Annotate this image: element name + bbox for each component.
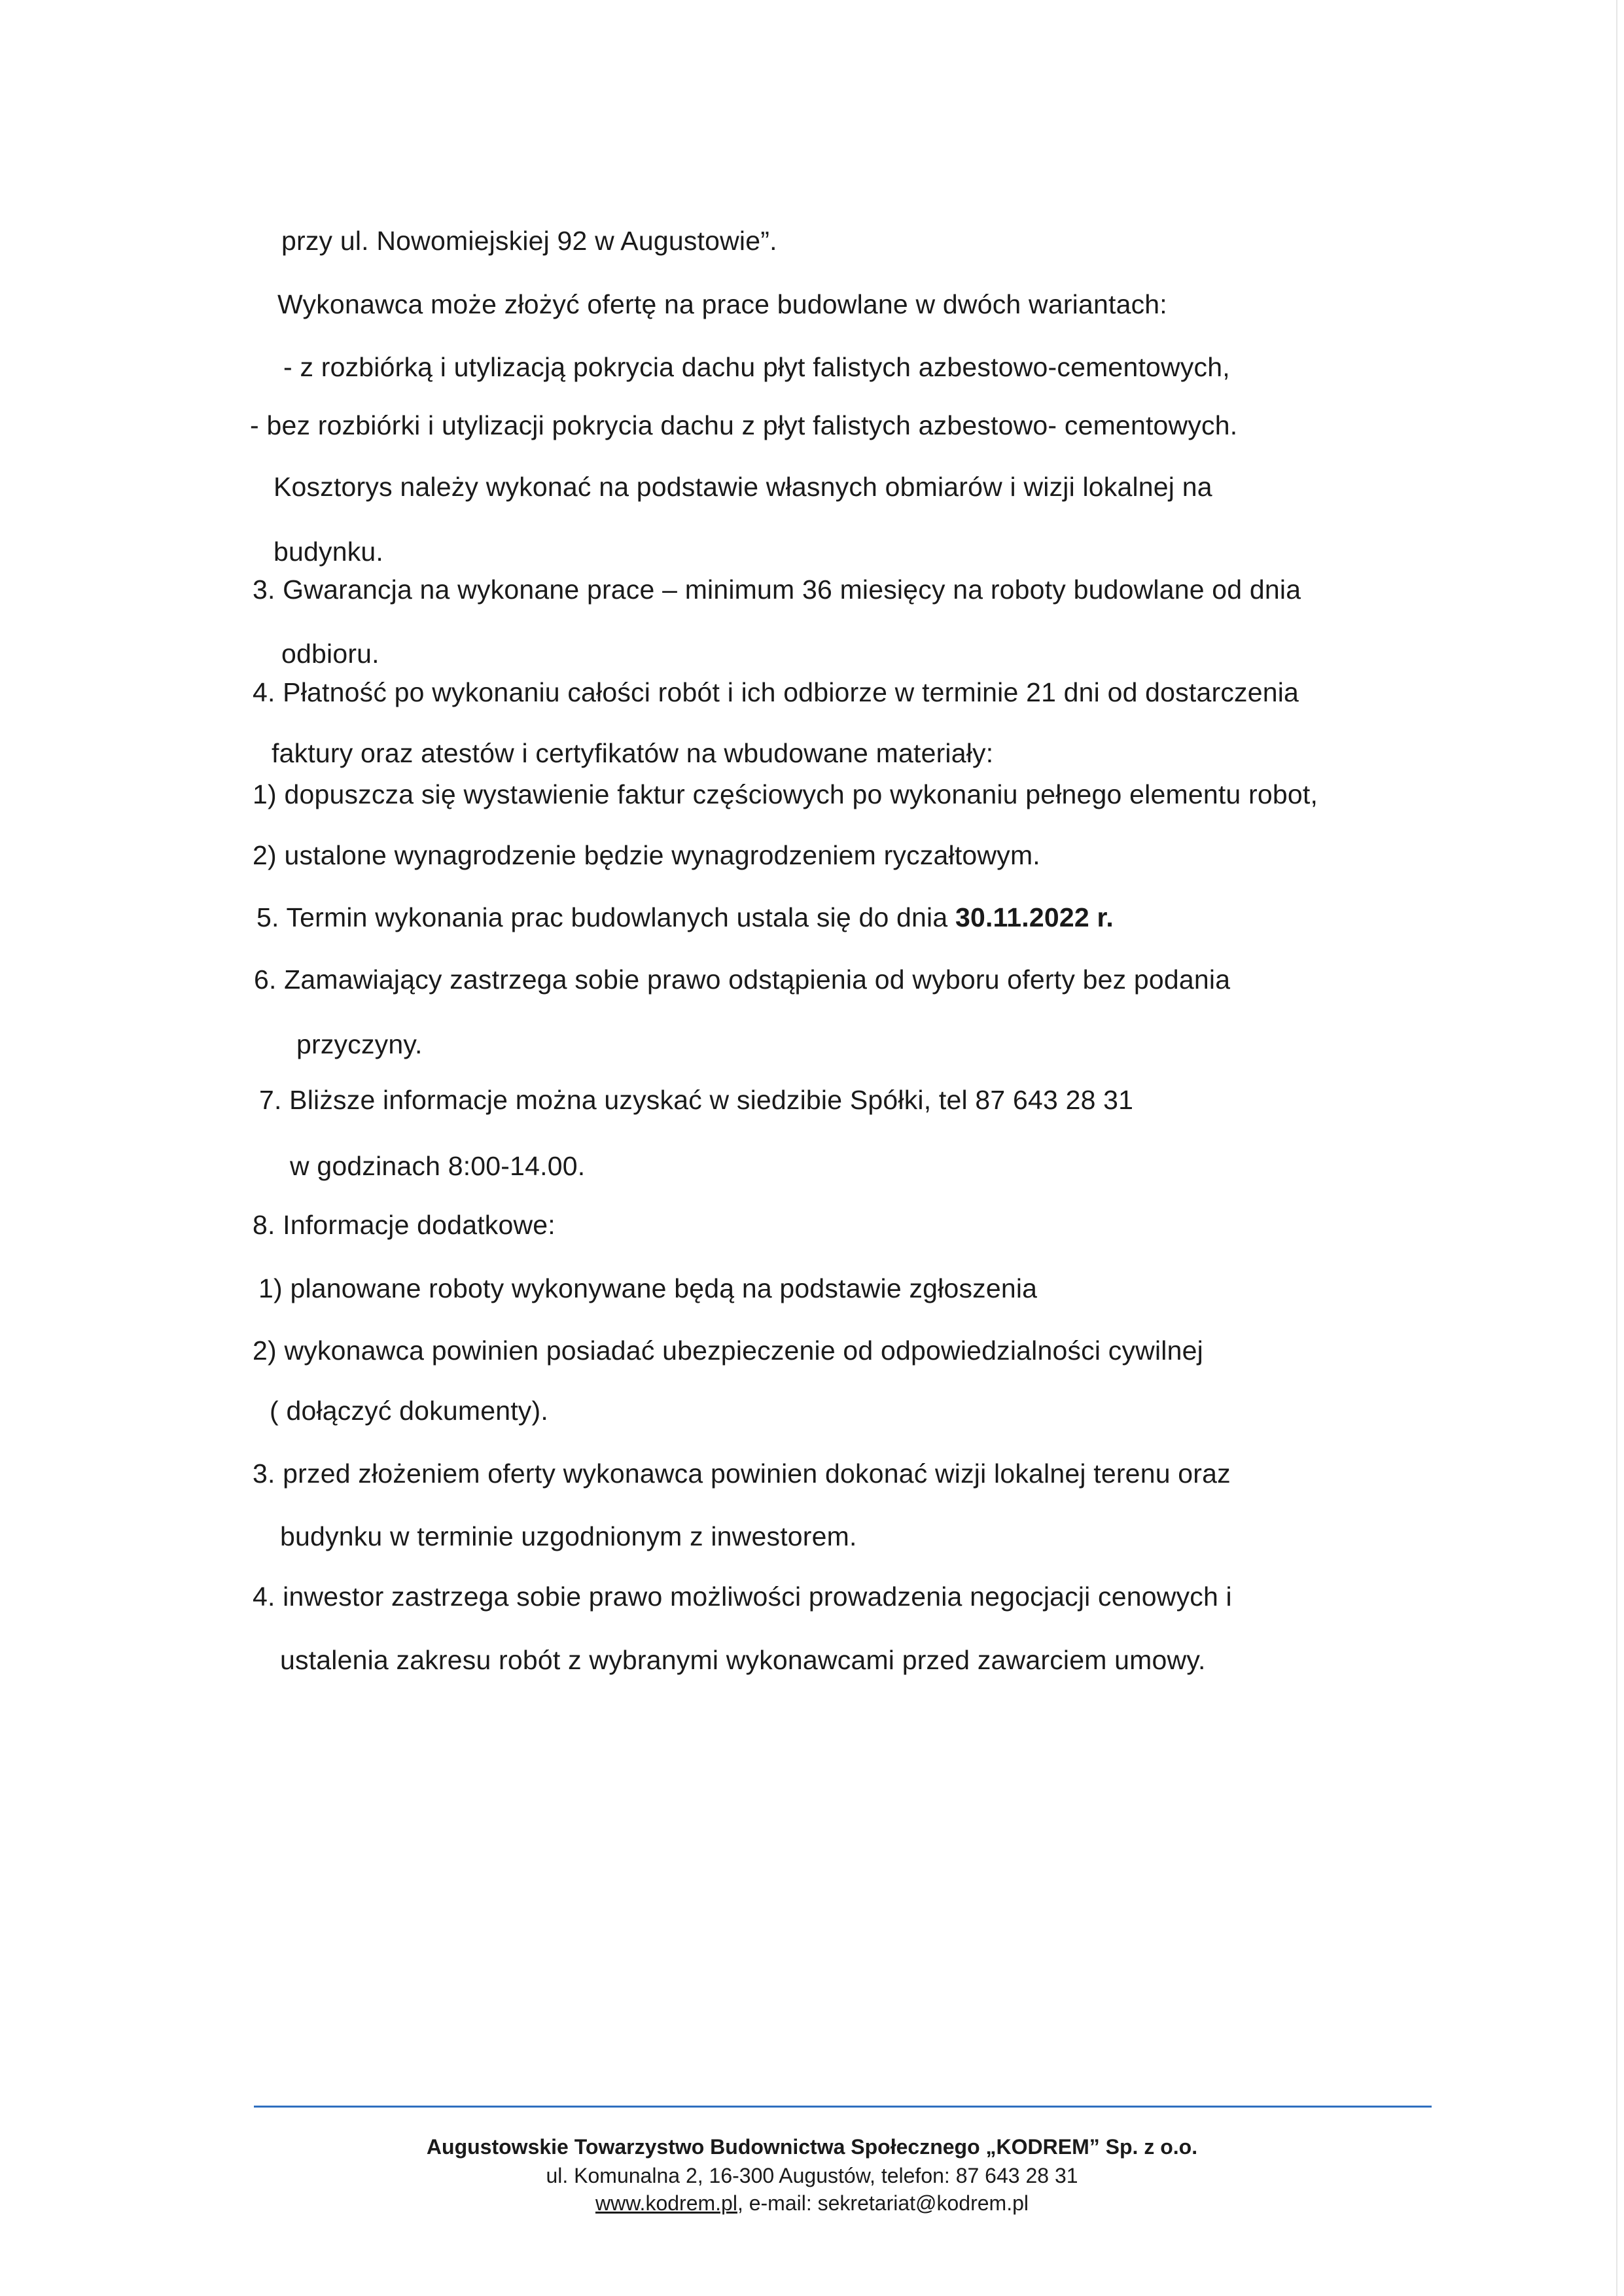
- list-item-8: 8. Informacje dodatkowe:: [253, 1210, 556, 1240]
- email-text: , e-mail: sekretariat@kodrem.pl: [737, 2191, 1029, 2215]
- text-line: odbioru.: [281, 639, 380, 669]
- text-line: budynku w terminie uzgodnionym z inwestorem.: [280, 1521, 857, 1551]
- deadline-text: 5. Termin wykonania prac budowlanych ustala się do dnia: [256, 902, 955, 932]
- text-line: - z rozbiórką i utylizacją pokrycia dachu płyt falistych azbestowo-cementowych,: [283, 352, 1230, 382]
- list-item-7: 7. Bliższe informacje można uzyskać w siedzibie Spółki, tel 87 643 28 31: [259, 1085, 1134, 1115]
- text-line: budynku.: [274, 537, 384, 567]
- list-item-3: 3. Gwarancja na wykonane prace – minimum 36 miesięcy na roboty budowlane od dnia: [253, 574, 1301, 605]
- text-line: Kosztorys należy wykonać na podstawie własnych obmiarów i wizji lokalnej na: [274, 472, 1212, 502]
- sub-item-2: 2) ustalone wynagrodzenie będzie wynagrodzeniem ryczałtowym.: [253, 840, 1040, 870]
- text-line: w godzinach 8:00-14.00.: [290, 1151, 586, 1181]
- list-item-6: 6. Zamawiający zastrzega sobie prawo odstąpienia od wyboru oferty bez podania: [254, 964, 1231, 995]
- website-link[interactable]: www.kodrem.pl: [595, 2191, 737, 2215]
- text-line: ustalenia zakresu robót z wybranymi wykonawcami przed zawarciem umowy.: [280, 1645, 1206, 1675]
- text-line: - bez rozbiórki i utylizacji pokrycia dachu z płyt falistych azbestowo- cementowych.: [250, 410, 1238, 440]
- text-line: Wykonawca może złożyć ofertę na prace budowlane w dwóch wariantach:: [277, 289, 1167, 319]
- footer-divider: [254, 2106, 1432, 2108]
- company-address: ul. Komunalna 2, 16-300 Augustów, telefon: 87 643 28 31: [546, 2164, 1078, 2187]
- text-line: przy ul. Nowomiejskiej 92 w Augustowie”.: [281, 226, 777, 256]
- list-item-4: 4. Płatność po wykonaniu całości robót i ich odbiorze w terminie 21 dni od dostarczenia: [253, 677, 1299, 707]
- text-line: przyczyny.: [296, 1029, 423, 1059]
- deadline-date: 30.11.2022 r.: [955, 902, 1114, 932]
- sub-item-2: 2) wykonawca powinien posiadać ubezpieczenie od odpowiedzialności cywilnej: [253, 1335, 1203, 1366]
- sub-item-1: 1) dopuszcza się wystawienie faktur częściowych po wykonaniu pełnego elementu robot,: [253, 779, 1318, 809]
- page-edge: [1616, 0, 1617, 2296]
- text-line: faktury oraz atestów i certyfikatów na wbudowane materiały:: [272, 738, 994, 768]
- company-contact: [0, 2189, 1624, 2217]
- text-line: ( dołączyć dokumenty).: [270, 1396, 548, 1426]
- list-item-5: [256, 901, 1114, 934]
- sub-item-4: 4. inwestor zastrzega sobie prawo możliwości prowadzenia negocjacji cenowych i: [253, 1581, 1232, 1612]
- company-name: Augustowskie Towarzystwo Budownictwa Społecznego „KODREM” Sp. z o.o.: [426, 2135, 1198, 2159]
- sub-item-3: 3. przed złożeniem oferty wykonawca powinien dokonać wizji lokalnej terenu oraz: [253, 1458, 1231, 1489]
- sub-item-1: 1) planowane roboty wykonywane będą na podstawie zgłoszenia: [258, 1273, 1038, 1303]
